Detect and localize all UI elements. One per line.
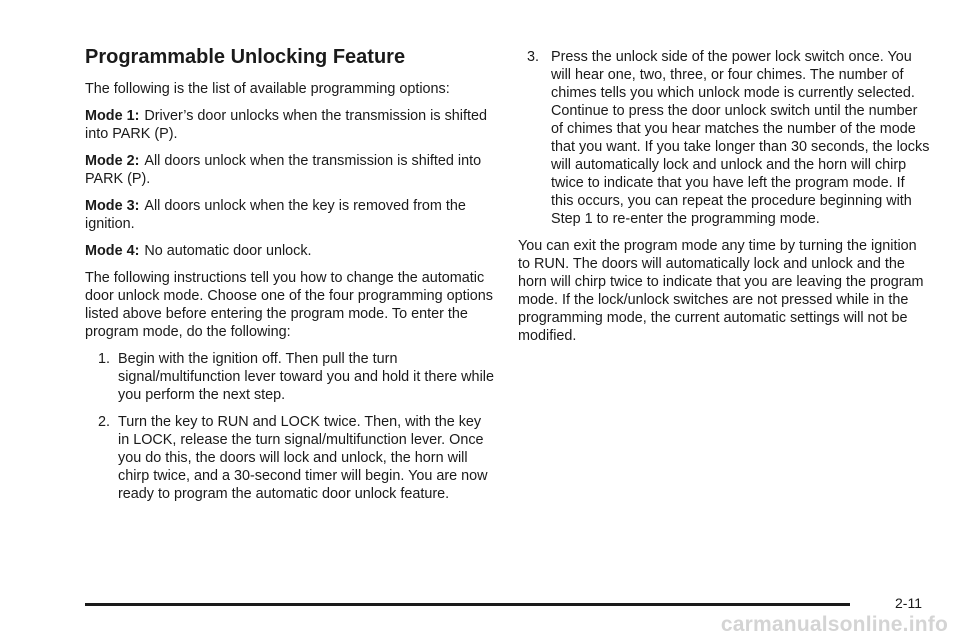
step-text: Press the unlock side of the power lock switch once. You will hear one, two, three, or four chimes. The number of chimes tells you which unlock mode is currently selected. Continue to press the door unlock switch until the number of chimes that you hear matches the number of the mode that you want. If you take longer than 30 seconds, the locks will automatically lock and unlock and the horn will chirp twice to indicate that you have left the program mode. If this occurs, you can repeat the procedure beginning with Step 1 to re-enter the programming mode. — [551, 49, 930, 227]
step-2 — [85, 413, 495, 503]
mode-label: Mode 3: — [85, 198, 140, 214]
mode-label: Mode 1: — [85, 108, 140, 124]
footer-rule — [85, 603, 850, 606]
steps-list-left — [85, 350, 495, 503]
mode-2 — [85, 152, 495, 188]
mode-label: Mode 2: — [85, 153, 140, 169]
mode-text: No automatic door unlock. — [144, 243, 312, 259]
mode-3 — [85, 197, 495, 233]
page-title: Programmable Unlocking Feature — [85, 46, 406, 68]
intro-paragraph: The following is the list of available programming options: — [85, 81, 450, 97]
mode-4 — [85, 242, 495, 260]
step-text: Turn the key to RUN and LOCK twice. Then, with the key in LOCK, release the turn signal/multifunction lever. Once you do this, the doors will lock and unlock, the horn will chirp twice, and a 30-second timer will begin. You are now ready to program the automatic door unlock feature. — [118, 414, 488, 502]
watermark: carmanualsonline.info — [720, 613, 948, 636]
left-column — [85, 44, 495, 512]
step-number: 3. — [527, 49, 540, 65]
mode-text: All doors unlock when the transmission is shifted into PARK (P). — [85, 153, 482, 187]
step-1 — [85, 350, 495, 404]
mode-text: Driver’s door unlocks when the transmission is shifted into PARK (P). — [85, 108, 487, 142]
instructions-intro: The following instructions tell you how to change the automatic door unlock mode. Choose one of the four programming options listed above before entering the program mode. To enter the program mode, do the following: — [85, 270, 493, 340]
step-3 — [518, 48, 930, 228]
step-number: 1. — [98, 351, 111, 367]
page-number: 2-11 — [895, 595, 922, 611]
exit-paragraph: You can exit the program mode any time by turning the ignition to RUN. The doors will automatically lock and unlock and the horn will chirp twice to indicate that you are leaving the program mode. If the lock/unlock switches are not pressed while in the programming mode, the current automatic settings will not be modified. — [518, 238, 924, 344]
mode-text: All doors unlock when the key is removed from the ignition. — [85, 198, 466, 232]
steps-list-right — [518, 48, 930, 228]
step-text: Begin with the ignition off. Then pull the turn signal/multifunction lever toward you and hold it there while you perform the next step. — [118, 351, 494, 403]
step-number: 2. — [98, 414, 111, 430]
right-column — [518, 48, 930, 354]
mode-label: Mode 4: — [85, 243, 140, 259]
mode-1 — [85, 107, 495, 143]
